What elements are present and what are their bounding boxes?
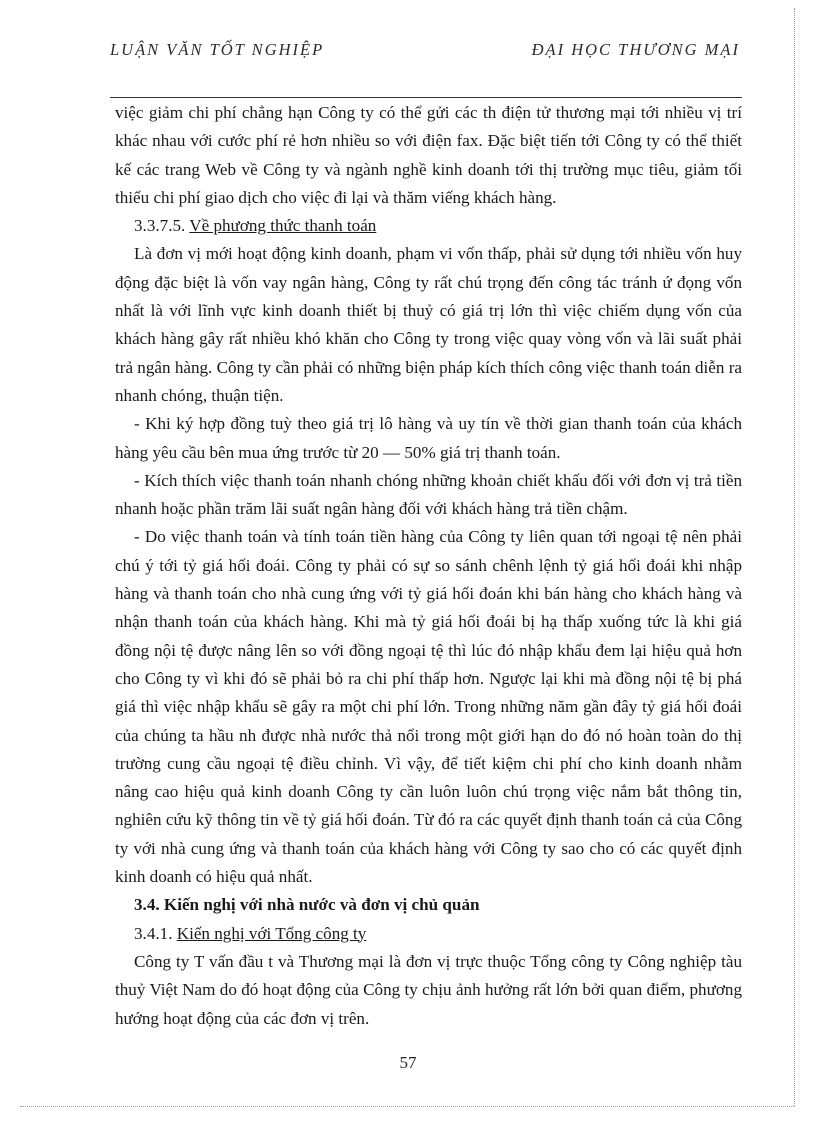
paragraph-corporation: Công ty T vấn đầu t và Thương mại là đơn vị trực thuộc Tổng công ty Công nghiệp tàu thuỷ Việt Nam do đó hoạt động của Công ty chịu ảnh hưởng rất lớn bởi quan điểm, phương hướng hoạt động của các đơn vị trên. bbox=[115, 951, 742, 1028]
subsection-number: 3.3.7.5. bbox=[134, 216, 190, 236]
paragraph-bullet-advance-payment: - Khi ký hợp đồng tuỳ theo giá trị lô hàng và uy tín về thời gian thanh toán của khách hàng yêu cầu bên mua ứng trước từ 20 — 50% giá trị thanh toán. bbox=[115, 414, 742, 462]
header-right-title: ĐẠI HỌC THƯƠNG MẠI bbox=[531, 40, 740, 59]
section-heading: 3.4. Kiến nghị với nhà nước và đơn vị chủ quản bbox=[134, 895, 480, 915]
subsection-heading-corporation bbox=[115, 920, 742, 948]
page-border-bottom bbox=[20, 1106, 794, 1107]
header-left-title: LUẬN VĂN TỐT NGHIỆP bbox=[110, 40, 325, 59]
page-number: 57 bbox=[399, 1053, 417, 1072]
subsection-title: Về phương thức thanh toán bbox=[189, 216, 377, 236]
paragraph-continued: việc giảm chi phí chẳng hạn Công ty có thể gửi các th điện tử thương mại tới nhiều vị trí khác nhau với cước phí rẻ hơn nhiều so với điện fax. Đặc biệt tiến tới Công ty có thể thiết kế các trang Web về Công ty và ngành nghề kinh doanh tới thị trường mục tiêu, giảm tối thiểu chi phí giao dịch cho việc đi lại và thăm viếng khách hàng. bbox=[115, 103, 742, 207]
running-header bbox=[110, 40, 742, 62]
document-body bbox=[115, 99, 742, 1033]
header-divider bbox=[110, 97, 742, 98]
paragraph-bullet-exchange-rate: - Do việc thanh toán và tính toán tiền hàng của Công ty liên quan tới ngoại tệ nên phải chú ý tới tỷ giá hối đoái. Công ty phải có sự so sánh chênh lệnh tỷ giá hối đoái khi nhập hàng và thanh toán cho nhà cung ứng với tỷ giá hối đoán khi bán hàng cho khách hàng và nhận thanh toán của khách hàng. Khi mà tỷ giá hối đoái bị hạ thấp xuống tức là khi giá đồng nội tệ được nâng lên so với đồng ngoại tệ thì lúc đó nhập khẩu đem lại hiệu quả hơn cho Công ty vì khi đó sẽ phải bỏ ra chi phí thấp hơn. Ngược lại khi mà đồng nội tệ bị phá giá thì việc nhập khẩu sẽ gây ra một chi phí lớn. Trong những năm gần đây tỷ giá hối đoái của chúng ta hầu nh được nhà nước thả nổi trong một giới hạn do đó nó hoàn toàn do thị trường cung cầu ngoại tệ điều chỉnh. Vì vậy, để tiết kiệm chi phí cho kinh doanh nhằm nâng cao hiệu quả kinh doanh Công ty cần luôn luôn chú trọng việc nắm bắt thông tin, nghiên cứu kỹ thông tin về tỷ giá hối đoán. Từ đó ra các quyết định thanh toán cả của Công ty với nhà cung ứng và thanh toán của khách hàng với Công ty sao cho có các quyết định kinh doanh có hiệu quả nhất. bbox=[115, 527, 742, 887]
subsection-heading-payment bbox=[115, 212, 742, 240]
page-border-right bbox=[794, 8, 795, 1106]
subsection-title: Kiến nghị với Tổng công ty bbox=[176, 923, 367, 943]
subsection-number: 3.4.1. bbox=[134, 923, 177, 943]
paragraph-payment-intro: Là đơn vị mới hoạt động kinh doanh, phạm vi vốn thấp, phải sử dụng tới nhiều vốn huy động đặc biệt là vốn vay ngân hàng, Công ty rất chú trọng đến công tác tránh ứ đọng vốn nhất là với lĩnh vực kinh doanh thiết bị thuỷ có giá trị lớn thì việc chiếm dụng vốn của khách hàng gây rất nhiều khó khăn cho Công ty trong việc quay vòng vốn và lãi suất phải trả ngân hàng. Công ty cần phải có những biện pháp kích thích công việc thanh toán diễn ra nhanh chóng, thuận tiện. bbox=[115, 244, 742, 405]
paragraph-bullet-discount: - Kích thích việc thanh toán nhanh chóng những khoản chiết khấu đối với đơn vị trả tiền nhanh hoặc phần trăm lãi suất ngân hàng đối với khách hàng trả tiền chậm. bbox=[115, 470, 742, 519]
